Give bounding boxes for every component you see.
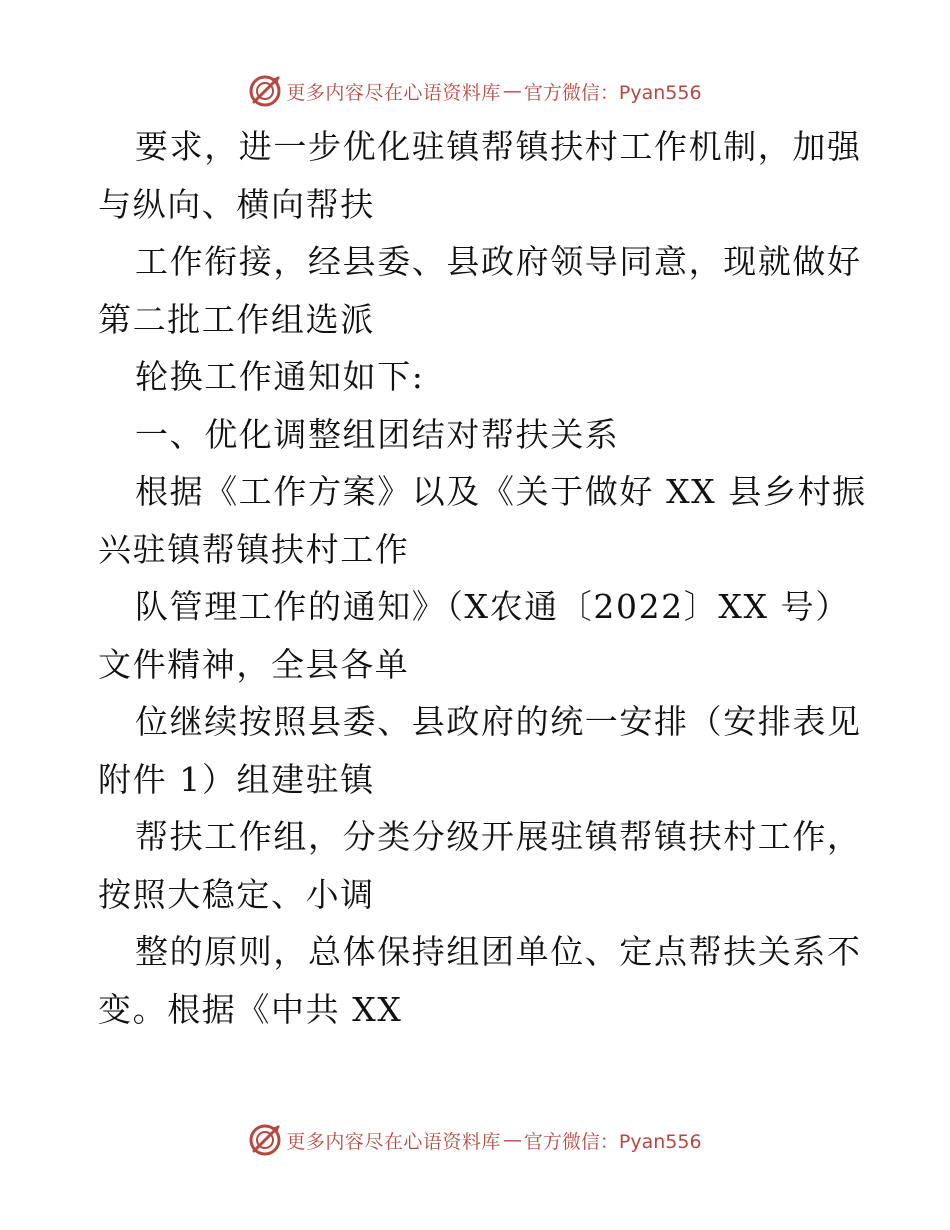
seal-logo-icon	[248, 1123, 282, 1157]
document-line: 轮换工作通知如下:	[135, 357, 425, 396]
document-line: 一、优化调整组团结对帮扶关系	[135, 414, 620, 454]
document-line: 第二批工作组选派	[98, 299, 375, 339]
watermark-dash: —	[502, 1129, 522, 1151]
watermark-suffix: 官方微信：Pyan556	[523, 81, 702, 104]
document-line: 要求，进一步优化驻镇帮镇扶村工作机制，加强	[135, 127, 862, 166]
document-line: 工作衔接，经县委、县政府领导同意，现就做好	[135, 242, 862, 281]
watermark-text: 更多内容尽在心语资料库	[286, 81, 501, 104]
footer-watermark	[0, 1120, 950, 1160]
document-line: 附件 1）组建驻镇	[98, 759, 375, 799]
document-line: 兴驻镇帮镇扶村工作	[98, 529, 410, 569]
watermark-text: 更多内容尽在心语资料库	[286, 1130, 501, 1153]
document-line: 位继续按照县委、县政府的统一安排（安排表见	[135, 702, 862, 741]
document-line: 变。根据《中共 XX	[98, 989, 403, 1029]
document-line: 整的原则，总体保持组团单位、定点帮扶关系不	[135, 932, 862, 971]
seal-logo-icon	[248, 74, 282, 108]
document-line: 根据《工作方案》以及《关于做好 XX 县乡村振	[135, 472, 867, 511]
document-line: 队管理工作的通知》（X农通〔2022〕XX 号）	[135, 587, 850, 626]
header-watermark	[0, 71, 950, 111]
document-line: 按照大稳定、小调	[98, 874, 375, 914]
document-body	[98, 118, 867, 1038]
watermark-suffix: 官方微信：Pyan556	[523, 1130, 702, 1153]
document-line: 帮扶工作组，分类分级开展驻镇帮镇扶村工作，	[135, 817, 862, 856]
document-line: 文件精神，全县各单	[98, 644, 410, 684]
document-line: 与纵向、横向帮扶	[98, 184, 375, 224]
watermark-dash: —	[502, 80, 522, 102]
